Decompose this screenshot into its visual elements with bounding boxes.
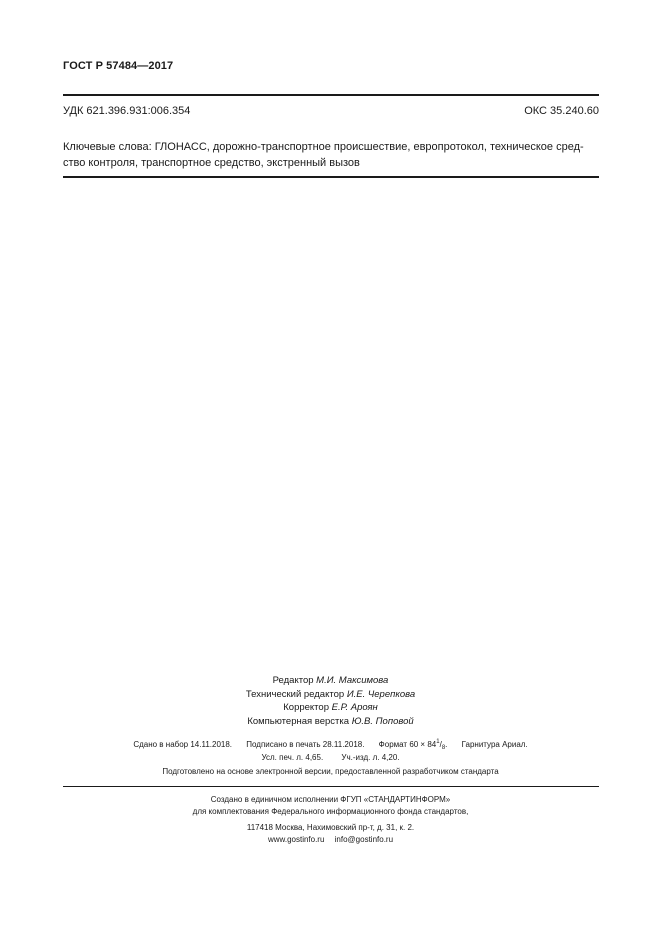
publisher-website[interactable]: www.gostinfo.ru — [267, 834, 325, 844]
publisher-divider — [63, 786, 599, 787]
format-slash: / — [439, 740, 442, 749]
editor-label: Редактор — [272, 675, 314, 686]
editor-credit — [0, 674, 661, 688]
top-divider — [63, 94, 599, 96]
publisher-contacts — [0, 834, 661, 846]
format-numerator: 1 — [436, 739, 440, 745]
tech-editor-label: Технический редактор — [245, 688, 345, 700]
print-info-line-2 — [0, 753, 661, 762]
paper-format — [379, 740, 448, 749]
tech-editor-name: И.Е. Черепкова — [346, 688, 416, 700]
edition-sheets: Уч.-изд. л. 4,20. — [341, 753, 400, 762]
format-suffix: . — [445, 740, 448, 749]
keywords-line-2: ство контроля, транспортное средство, экстренный вызов — [63, 157, 360, 169]
keywords-block — [63, 139, 601, 171]
editor-name: М.И. Максимова — [316, 675, 389, 686]
format-denominator: 8 — [441, 745, 446, 751]
format-prefix: Формат 60 × 84 — [378, 740, 437, 749]
layout-credit — [0, 715, 661, 729]
publisher-line-2: для комплектования Федерального информационного фонда стандартов, — [192, 806, 469, 816]
signed-date: Подписано в печать 28.11.2018. — [246, 740, 365, 749]
submitted-date: Сдано в набор 14.11.2018. — [133, 740, 233, 749]
credits-block — [0, 674, 661, 728]
conventional-sheets: Усл. печ. л. 4,65. — [261, 753, 324, 762]
tech-editor-credit — [0, 688, 661, 702]
layout-name: Ю.В. Поповой — [351, 715, 414, 727]
publisher-address: 117418 Москва, Нахимовский пр-т, д. 31, к. 2. — [246, 823, 415, 832]
publisher-email[interactable]: info@gostinfo.ru — [334, 834, 394, 844]
layout-label: Компьютерная верстка — [247, 715, 350, 727]
print-info-line-1 — [0, 739, 661, 751]
typeface: Гарнитура Ариал. — [461, 740, 528, 749]
publisher-block — [0, 794, 661, 845]
proofreader-credit — [0, 701, 661, 715]
keywords-divider — [63, 176, 599, 178]
proofreader-name: Е.Р. Ароян — [331, 702, 378, 713]
oks-code: ОКС 35.240.60 — [524, 105, 599, 117]
proofreader-label: Корректор — [283, 702, 329, 713]
udc-code: УДК 621.396.931:006.354 — [63, 105, 191, 117]
publisher-line-1: Создано в единичном исполнении ФГУП «СТАНДАРТИНФОРМ» — [210, 795, 451, 804]
keywords-line-1: Ключевые слова: ГЛОНАСС, дорожно-транспортное происшествие, европротокол, техническое сред- — [63, 141, 584, 153]
prepared-note: Подготовлено на основе электронной версии, предоставленной разработчиком стандарта — [162, 767, 499, 776]
standard-number: ГОСТ Р 57484—2017 — [63, 60, 174, 72]
